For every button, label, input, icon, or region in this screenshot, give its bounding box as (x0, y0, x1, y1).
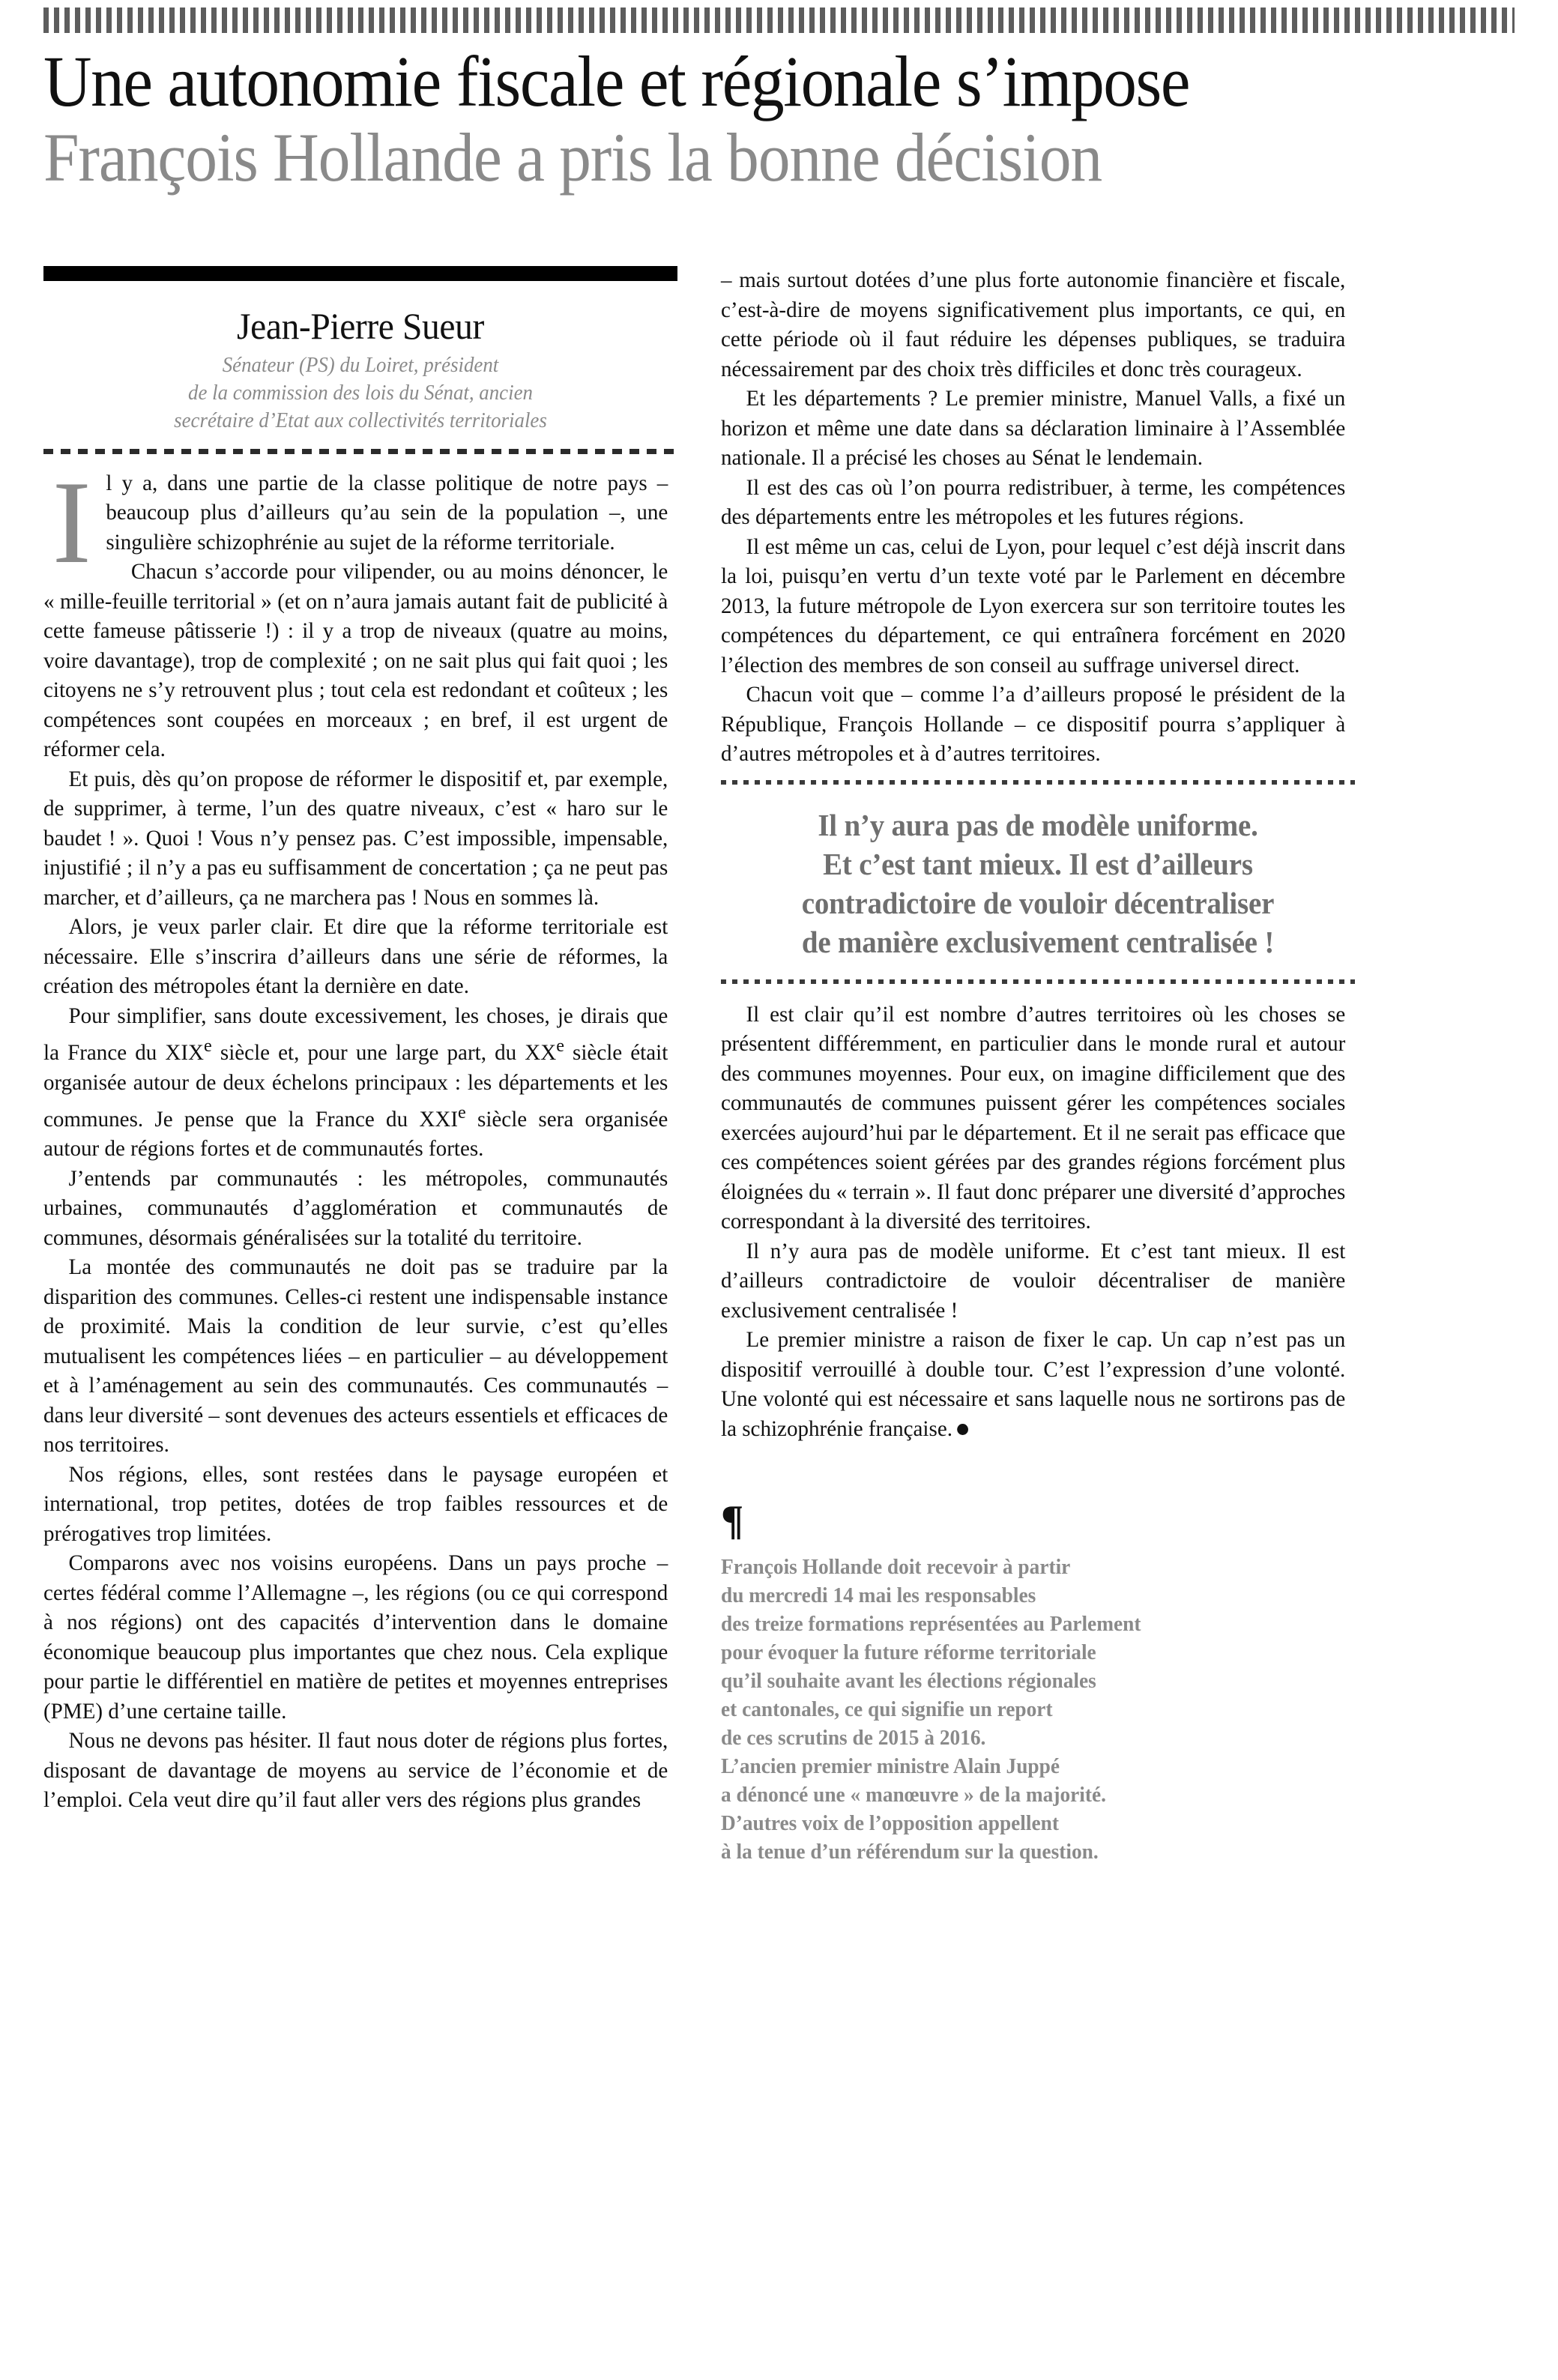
paragraph (43, 456, 668, 588)
paragraph (43, 1727, 668, 1816)
top-ornament-rule (43, 7, 1515, 33)
pullquote-line-3: contradictoire de vouloir décentraliser (801, 885, 1275, 920)
pull-quote (721, 780, 1355, 984)
note-line: et cantonales, ce qui signifie un report (721, 1698, 1053, 1722)
page-subtitle: François Hollande a pris la bonne décision (43, 118, 1102, 196)
paragraph-text: l y a, dans une partie de la classe politique de notre pays – beaucoup plus d’ailleurs qu’au sein de la population –, une singulière schizophrénie au sujet de la réforme territoriale. (106, 471, 668, 555)
paragraph (721, 266, 1345, 384)
paragraph-text: Le premier ministre a raison de fixer le cap. Un cap n’est pas un dispositif verrouillé à double tour. C’est l’expression d’une volonté. Une volonté qui est nécessaire et sans laquelle nous ne sortirons pas de la schizophrénie française. (721, 1328, 1346, 1441)
paragraph-text: Il est même un cas, celui de Lyon, pour lequel c’est déjà inscrit dans la loi, puisqu’en vertu d’un texte voté par le Parlement en décembre 2013, la future métropole de Lyon exercera sur son territoire toutes les compétences du département, ce qui entraînera forcément en 2020 l’élection des membres de son conseil au suffrage universel direct. (721, 534, 1346, 677)
pullquote-bottom-separator (721, 979, 1355, 984)
note-line: L’ancien premier ministre Alain Juppé (721, 1755, 1060, 1779)
pullquote-line-2: Et c’est tant mieux. Il est d’ailleurs (823, 846, 1253, 881)
paragraph (43, 1461, 668, 1550)
paragraph (721, 1000, 1345, 1237)
paragraph-text: Et les départements ? Le premier ministre, Manuel Valls, a fixé un horizon et même une date dans sa déclaration liminaire à l’Assemblée nationale. Il a précisé les choses au Sénat le lendemain. (721, 387, 1346, 471)
author-role-line-3: secrétaire d’Etat aux collectivités territoriales (174, 408, 547, 432)
paragraph-text: Il n’y aura pas de modèle uniforme. Et c’est tant mieux. Il est d’ailleurs contradictoire de vouloir décentraliser de manière exclusivement centralisée ! (721, 1239, 1346, 1323)
note-line: François Hollande doit recevoir à partir (721, 1556, 1071, 1580)
author-name: Jean-Pierre Sueur (237, 305, 484, 348)
paragraph (43, 1253, 668, 1461)
paragraph-text: Chacun voit que – comme l’a d’ailleurs proposé le président de la République, François Hollande – ce dispositif pourra s’appliquer à d’autres métropoles et à d’autres territoires. (721, 683, 1346, 767)
paragraph (721, 474, 1345, 533)
note-line: D’autres voix de l’opposition appellent (721, 1812, 1059, 1836)
paragraph (43, 765, 668, 913)
author-role-line-1: Sénateur (PS) du Loiret, président (222, 353, 499, 377)
note-line: qu’il souhaite avant les élections régionales (721, 1670, 1096, 1694)
pilcrow-icon: ¶ (721, 1497, 744, 1544)
paragraph (721, 1237, 1345, 1326)
author-dashed-separator (43, 449, 677, 454)
note-line: pour évoquer la future réforme territoriale (721, 1641, 1096, 1665)
paragraph-text: Il est clair qu’il est nombre d’autres territoires où les choses se présentent différemment, en particulier dans le monde rural et autour des communes moyennes. Pour eux, on imagine difficilement que des communautés de communes puissent gérer les compétences sociales exercées aujourd’hui par le département. Et il ne serait pas efficace que ces compétences soient gérées par des grandes régions forcément plus éloignées du « terrain ». Il faut donc préparer une diversité d’approches correspondant à la diversité des territoires. (721, 1002, 1346, 1234)
paragraph (43, 1549, 668, 1727)
paragraph (43, 913, 668, 1002)
page-title: Une autonomie fiscale et régionale s’impose (43, 41, 1190, 121)
paragraph-text: Nous ne devons pas hésiter. Il faut nous doter de régions plus fortes, disposant de davantage de moyens au service de l’économie et de l’emploi. Cela veut dire qu’il faut aller vers des régions plus grandes (43, 1729, 668, 1813)
paragraph-text: Alors, je veux parler clair. Et dire que la réforme territoriale est nécessaire. Elle s’inscrira d’ailleurs dans une série de réformes, la création des métropoles étant la dernière en date. (43, 915, 668, 999)
editor-note-block (721, 1499, 1355, 1867)
pullquote-text (737, 801, 1339, 969)
paragraph-text: Et puis, dès qu’on propose de réformer le dispositif et, par exemple, de supprimer, à terme, l’un des quatre niveaux, c’est « haro sur le baudet ! ». Quoi ! Vous n’y pensez pas. C’est impossible, impensable, injustifié ; il n’y a pas eu suffisamment de concertation ; ça ne peut pas marcher, et d’ailleurs, ça ne marchera pas ! Nous en sommes là. (43, 767, 668, 910)
right-body-text-bottom (721, 1000, 1355, 1445)
author-role-line-2: de la commission des lois du Sénat, ancien (188, 381, 533, 405)
paragraph (43, 1002, 668, 1165)
right-column (721, 266, 1355, 1867)
paragraph-text: J’entends par communautés : les métropoles, communautés urbaines, communautés d’agglomération et communautés de communes, désormais généralisées sur la totalité du territoire. (43, 1166, 668, 1250)
pullquote-line-1: Il n’y aura pas de modèle uniforme. (818, 807, 1258, 842)
paragraph (721, 680, 1345, 770)
note-line: à la tenue d’un référendum sur la question. (721, 1840, 1099, 1864)
author-role (56, 352, 665, 435)
paragraph-text: – mais surtout dotées d’une plus forte autonomie financière et fiscale, c’est-à-dire de moyens significativement plus importants, ce qui, en cette période où il faut réduire les dépenses publiques, se traduira nécessairement par des choix très difficiles et donc très courageux. (721, 268, 1346, 381)
right-body-text-top (721, 266, 1355, 770)
left-body-text (43, 456, 677, 1816)
note-line: a dénoncé une « manœuvre » de la majorité. (721, 1784, 1106, 1807)
paragraph-text: Nos régions, elles, sont restées dans le paysage européen et international, trop petites, dotées de trop faibles ressources et de prérogatives trop limitées. (43, 1462, 668, 1546)
paragraph-text: Pour simplifier, sans doute excessivement, les choses, je dirais que la France du XIXe siècle et, pour une large part, du XXe siècle était organisée autour de deux échelons principaux : les départements et les communes. Je pense que la France du XXIe siècle sera organisée autour de régions fortes et de communautés fortes. (43, 1003, 668, 1162)
paragraph-text: Comparons avec nos voisins européens. Dans un pays proche – certes fédéral comme l’Allemagne –, les régions (ou ce qui correspond à nos régions) ont des capacités d’intervention dans le domaine économique beaucoup plus importantes que chez nous. Cela explique pour partie le différentiel en matière de petites et moyennes entreprises (PME) d’une certaine taille. (43, 1551, 668, 1724)
note-line: du mercredi 14 mai les responsables (721, 1584, 1036, 1608)
article-columns (43, 266, 1515, 1867)
paragraph (43, 558, 668, 765)
end-mark-icon (957, 1424, 968, 1435)
author-divider-bar (43, 266, 677, 281)
paragraph-text: Il est des cas où l’on pourra redistribuer, à terme, les compétences des départements entre les métropoles et les futures régions. (721, 475, 1346, 530)
drop-cap: I (52, 456, 91, 588)
note-line: des treize formations représentées au Parlement (721, 1613, 1141, 1637)
note-line: de ces scrutins de 2015 à 2016. (721, 1727, 986, 1751)
masthead (43, 33, 1515, 194)
paragraph-text: Chacun s’accorde pour vilipender, ou au moins dénoncer, le « mille-feuille territorial » (et on n’aura jamais autant fait de publicité à cette fameuse pâtisserie !) : il y a trop de niveaux (quatre au moins, voire davantage), trop de complexité ; on ne sait plus qui fait quoi ; les citoyens ne s’y retrouvent plus ; tout cela est redondant et coûteux ; les compétences sont coupées en morceaux ; en bref, il est urgent de réformer cela. (43, 560, 668, 762)
paragraph (721, 1326, 1345, 1444)
left-column (43, 266, 677, 1867)
paragraph (721, 384, 1345, 474)
pullquote-top-separator (721, 780, 1355, 785)
paragraph-text: La montée des communautés ne doit pas se traduire par la disparition des communes. Celles-ci restent une indispensable instance de proximité. Mais la condition de leur survie, c’est qu’elles mutualisent les compétences liées – en particulier – au développement et à l’aménagement au sein des communautés. Ces communautés – dans leur diversité – sont devenues des acteurs essentiels et efficaces de nos territoires. (43, 1255, 668, 1458)
paragraph (43, 1165, 668, 1254)
paragraph (721, 533, 1345, 681)
pullquote-line-4: de manière exclusivement centralisée ! (801, 924, 1275, 959)
